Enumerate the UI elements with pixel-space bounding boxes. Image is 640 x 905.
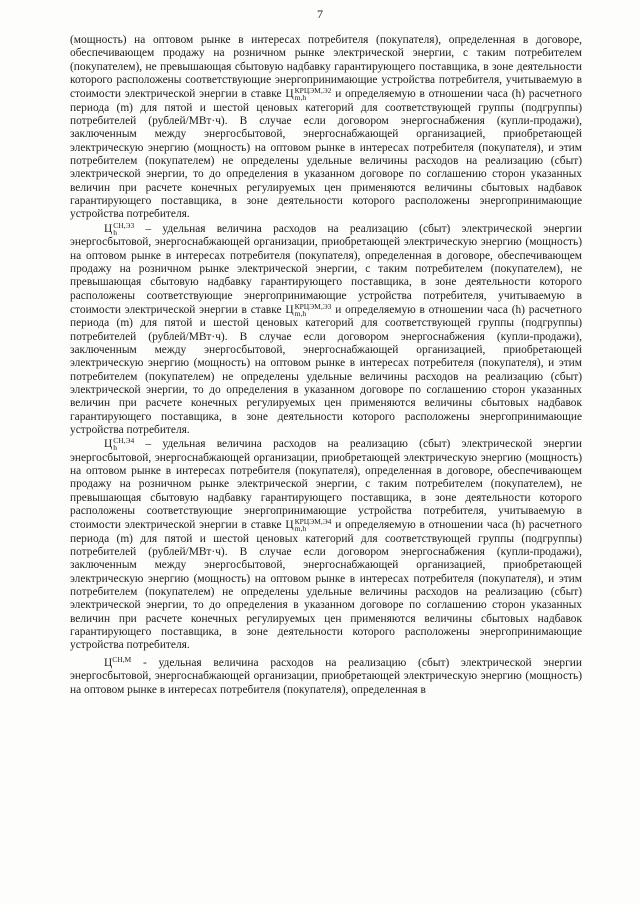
paragraph-text: – удельная величина расходов на реализацию (сбыт) электрической энергии энергосбытовой, энергоснабжающей организации, приобретающей электрическую энергию (мощность) на оптовом рынке в интересах потребителя (покупателя), определенная в договоре, обеспечивающем продажу на розничном рынке электрической энергии, с таким потребителем (покупателем), не превышающая сбытовую надбавку гарантирующего поставщика, в зоне деятельности которого расположены соответствующие энергопринимающие устройства потребителя, учитываемую в стоимости электрической энергии в ставке [70, 222, 582, 316]
formula-subscript: m,h [294, 308, 307, 318]
formula-base: Ц [285, 519, 294, 532]
formula-base: Ц [285, 88, 294, 101]
formula-indices [113, 222, 134, 236]
formula-superscript: СН,Э4 [113, 436, 135, 446]
paragraph-text: - удельная величина расходов на реализацию (сбыт) электрической энергии энергосбытовой, энергоснабжающей организации, приобретающей электрическую энергию (мощность) на оптовом рынке в интересах потребителя (покупателя), определенная в [70, 656, 582, 696]
paragraph-text: – удельная величина расходов на реализацию (сбыт) электрической энергии энергосбытовой, энергоснабжающей организации, приобретающей электрическую энергию (мощность) на оптовом рынке в интересах потребителя (покупателя), определенная в договоре, обеспечивающем продажу на розничном рынке электрической энергии, с таким потребителем (покупателем), не превышающая сбытовую надбавку гарантирующего поставщика, в зоне деятельности которого расположены соответствующие энергопринимающие устройства потребителя, учитываемую в стоимости электрической энергии в ставке [70, 438, 582, 532]
paragraph-text: и определяемую в отношении часа (h) расчетного периода (m) для пятой и шестой ценовых категорий для соответствующей группы (подгруппы) потребителей (рублей/МВт·ч). В случае если договором энергоснабжения (купли-продажи), заключенным между энергосбытовой, энергоснабжающей организацией, приобретающей электрическую энергию (мощность) на оптовом рынке в интересах потребителя (покупателя), и этим потребителем (покупателем) не определены удельные величины расходов на реализацию (сбыт) электрической энергии, то до определения в указанном договоре по соглашению сторон указанных величин при расчете конечных регулируемых цен применяются величины сбытовых надбавок гарантирующего поставщика, в зоне деятельности которого расположены энергопринимающие устройства потребителя. [70, 519, 582, 652]
formula-superscript: КРЦЭМ,Э2 [294, 86, 332, 96]
formula-indices [295, 87, 332, 101]
formula-symbol [104, 220, 135, 237]
formula-base: Ц [104, 656, 113, 669]
formula-base: Ц [104, 438, 113, 451]
paragraph-continuation [70, 34, 582, 222]
formula-symbol [104, 436, 135, 453]
formula-indices [113, 437, 134, 451]
paragraph-text: и определяемую в отношении часа (h) расчетного периода (m) для пятой и шестой ценовых категорий для соответствующей группы (подгруппы) потребителей (рублей/МВт·ч). В случае если договором энергоснабжения (купли-продажи), заключенным между энергосбытовой, энергоснабжающей организацией, приобретающей электрическую энергию (мощность) на оптовом рынке в интересах потребителя (покупателя), и этим потребителем (покупателем) не определены удельные величины расходов на реализацию (сбыт) электрической энергии, то до определения в указанном договоре по соглашению сторон указанных величин при расчете конечных регулируемых цен применяются величины сбытовых надбавок гарантирующего поставщика, в зоне деятельности которого расположены энергопринимающие устройства потребителя. [70, 303, 582, 436]
formula-subscript: h [113, 227, 117, 237]
paragraph-text: и определяемую в отношении часа (h) расчетного периода (m) для пятой и шестой ценовых категорий для соответствующей группы (подгруппы) потребителей (рублей/МВт·ч). В случае если договором энергоснабжения (купли-продажи), заключенным между энергосбытовой, энергоснабжающей организацией, приобретающей электрическую энергию (мощность) на оптовом рынке в интересах потребителя (покупателя), и этим потребителем (покупателем) не определены удельные величины расходов на реализацию (сбыт) электрической энергии, то до определения в указанном договоре по соглашению сторон указанных величин при расчете конечных регулируемых цен применяются величины сбытовых надбавок гарантирующего поставщика, в зоне деятельности которого расположены энергопринимающие устройства потребителя. [70, 88, 582, 221]
formula-superscript: КРЦЭМ,Э4 [294, 517, 332, 527]
formula-base: Ц [285, 303, 294, 316]
paragraph-text: (мощность) на оптовом рынке в интересах потребителя (покупателя), определенная в договоре, обеспечивающем продажу на розничном рынке электрической энергии, с таким потребителем (покупателем), не превышающая сбытовую надбавку гарантирующего поставщика, в зоне деятельности которого расположены соответствующие энергопринимающие устройства потребителя, учитываемую в стоимости электрической энергии в ставке [70, 34, 582, 101]
formula-indices [295, 303, 332, 317]
formula-subscript: h [113, 443, 117, 453]
formula-symbol [285, 517, 332, 534]
page-number: 7 [317, 7, 323, 21]
formula-subscript: m,h [294, 93, 307, 103]
paragraph-definition [70, 653, 582, 697]
formula-indices [295, 518, 332, 532]
formula-symbol [285, 86, 332, 103]
paragraph-definition [70, 222, 582, 438]
paragraph-definition [70, 437, 582, 653]
formula-symbol [285, 301, 332, 318]
formula-base: Ц [104, 222, 113, 235]
document-body [70, 34, 582, 697]
formula-symbol [104, 654, 132, 669]
formula-superscript: КРЦЭМ,Э3 [294, 301, 332, 311]
formula-superscript: СН,М [112, 654, 132, 664]
formula-superscript: СН,Э3 [113, 220, 135, 230]
formula-subscript: m,h [294, 524, 307, 534]
